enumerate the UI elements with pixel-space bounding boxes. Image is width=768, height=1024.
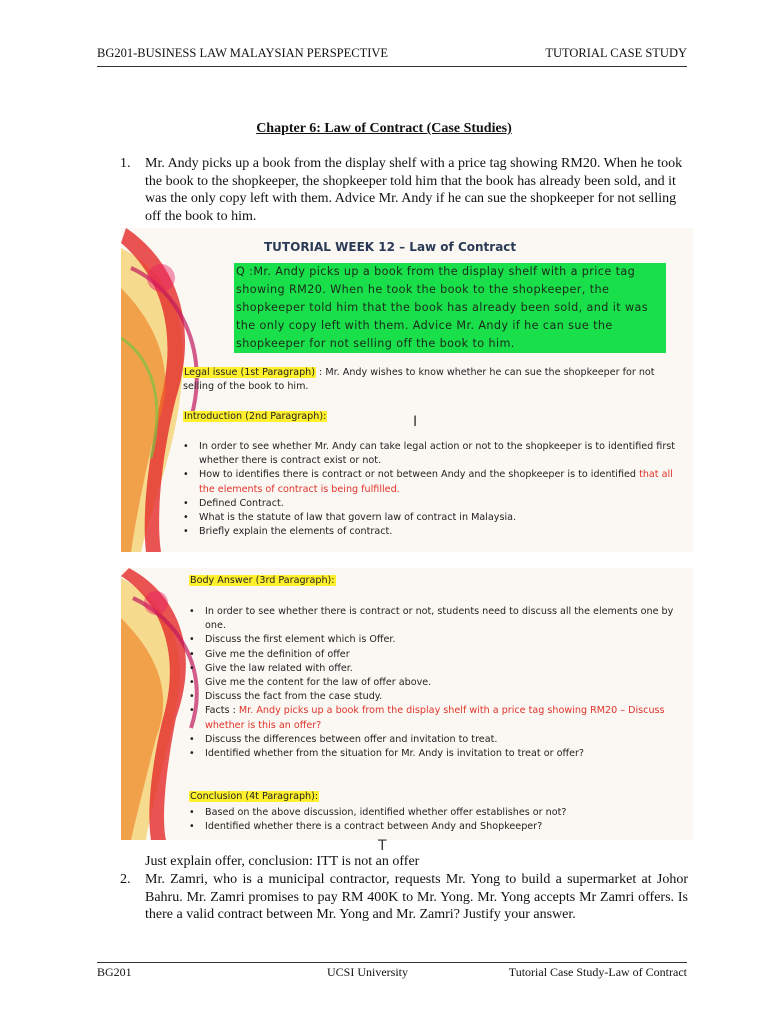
page-header [97,46,687,67]
list-item: • How to identifies there is contract or not between Andy and the shopkeeper is to identified that all the elements of contract is being fulfilled. [181,468,686,496]
body-answer [189,574,689,588]
slide-image-1 [121,228,693,552]
header-doc-type: TUTORIAL CASE STUDY [545,46,687,60]
text-cursor-icon: T [378,838,387,854]
conclusion-bullets [187,806,682,834]
list-item: • What is the statute of law that govern law of contract in Malaysia. [181,511,686,525]
list-item: • Defined Contract. [181,497,686,511]
slide-image-2 [121,568,693,840]
conclusion-label: Conclusion (4t Paragraph): [190,791,319,802]
introduction [183,410,683,424]
footer-university: UCSI University [327,965,408,979]
question-1 [120,155,688,225]
list-item: • Identified whether from the situation for Mr. Andy is invitation to treat or offer? [187,747,682,761]
question-1-text: Mr. Andy picks up a book from the display shelf with a price tag showing RM20. When he took the book to the shopkeeper, the shopkeeper told him that the book has already been sold, and it was the only copy left with them. Advice Mr. Andy if he can sue the shopkeeper for not selling off the book to him. [145,156,683,224]
footer-course-code: BG201 [97,965,132,979]
legal-issue [183,366,683,394]
question-2-number: 2. [120,872,131,887]
introduction-label: Introduction (2nd Paragraph): [184,411,327,422]
list-item: • Discuss the first element which is Offer. [187,633,682,647]
list-item: • In order to see whether there is contract or not, students need to discuss all the elements one by one. [187,605,682,633]
header-course: BG201-BUSINESS LAW MALAYSIAN PERSPECTIVE [97,46,389,60]
list-item: • Discuss the fact from the case study. [187,690,682,704]
body-bullets [187,605,682,761]
list-item: • Discuss the differences between offer and invitation to treat. [187,733,682,747]
list-item: • Based on the above discussion, identified whether offer establishes or not? [187,806,682,820]
footer-doc-title: Tutorial Case Study-Law of Contract [508,965,687,979]
text-cursor-icon: I [413,414,418,430]
answer-note: Just explain offer, conclusion: ITT is not an offer [145,854,420,869]
introduction-bullets [181,440,686,539]
legal-issue-text: : Mr. Andy wishes to know whether he can sue the shopkeeper for not selling of the book to him. [183,367,655,392]
conclusion [189,790,689,804]
question-2-text: Mr. Zamri, who is a municipal contractor, requests Mr. Yong to build a supermarket at Johor Bahru. Mr. Zamri promises to pay RM 400K to Mr. Yong. Mr. Yong accepts Mr Zamri offers. Is there a valid contract between Mr. Yong and Mr. Zamri? Justify your answer. [145,872,688,922]
question-1-number: 1. [120,156,131,171]
list-item: • Give me the definition of offer [187,648,682,662]
list-item: • Give me the content for the law of offer above. [187,676,682,690]
legal-issue-label: Legal issue (1st Paragraph) [184,367,315,378]
list-item: • Facts : Mr. Andy picks up a book from the display shelf with a price tag showing RM20 – Discuss whether is this an offer? [187,704,682,732]
page-footer [97,962,687,979]
list-item: • Give the law related with offer. [187,662,682,676]
slide-title: TUTORIAL WEEK 12 – Law of Contract [264,240,517,254]
list-item: • In order to see whether Mr. Andy can take legal action or not to the shopkeeper is to identified first whether there is contract exist or not. [181,440,686,468]
list-item: • Identified whether there is a contract between Andy and Shopkeeper? [187,820,682,834]
chapter-title: Chapter 6: Law of Contract (Case Studies) [256,121,512,136]
question-highlight: Q :Mr. Andy picks up a book from the display shelf with a price tag showing RM20. When he took the book to the shopkeeper, the shopkeeper told him that the book has already been sold, and it was the only copy left with them. Advice Mr. Andy if he can sue the shopkeeper for not selling off the book to him. [234,263,666,353]
body-answer-label: Body Answer (3rd Paragraph): [190,575,335,586]
list-item: • Briefly explain the elements of contract. [181,525,686,539]
question-2 [120,871,688,924]
